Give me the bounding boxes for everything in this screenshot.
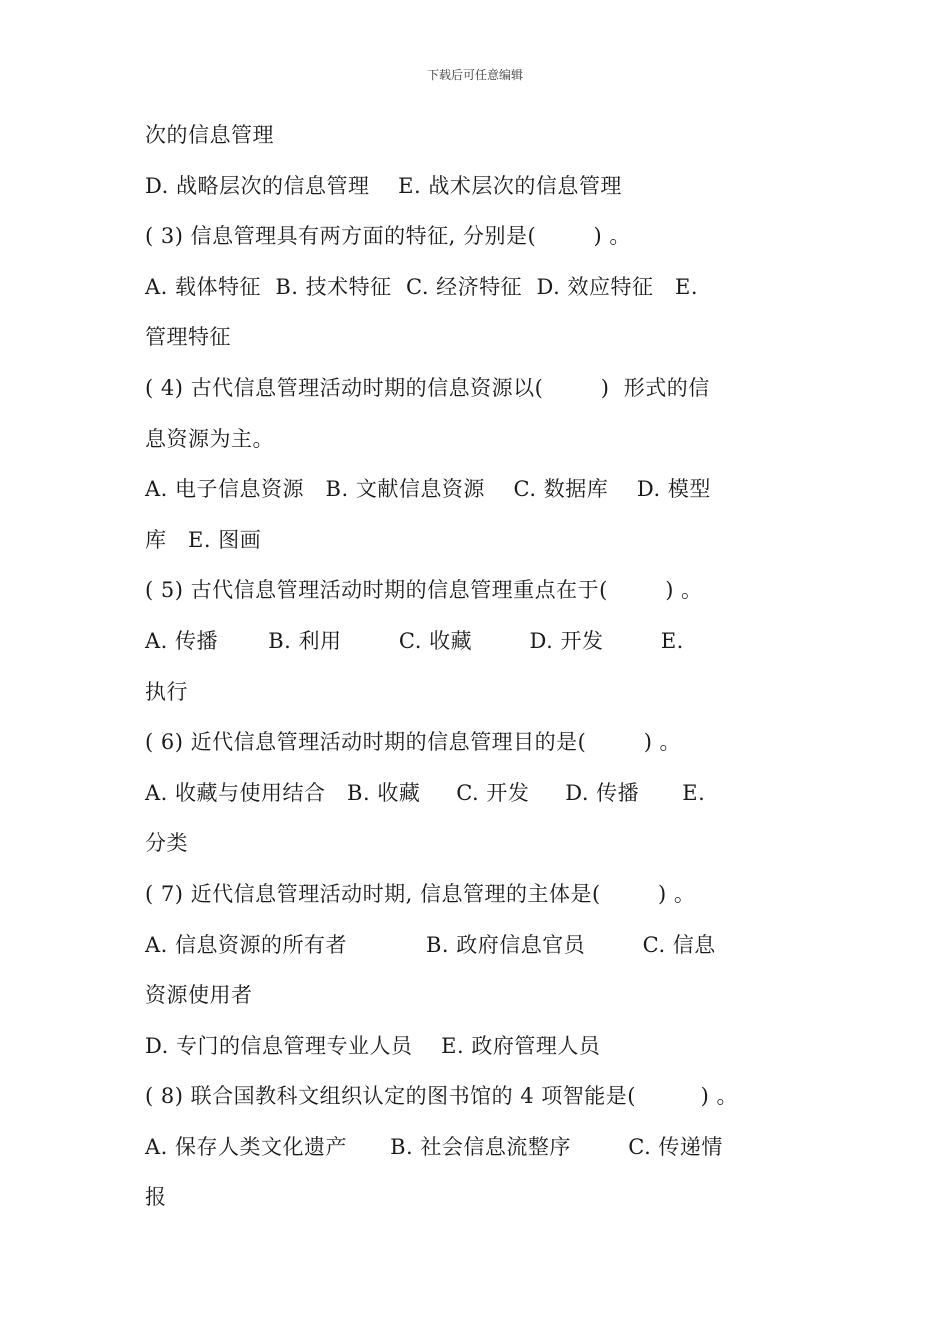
text-line: 管理特征 — [145, 325, 231, 350]
page-header: 下载后可任意编辑 — [426, 68, 523, 82]
text-line: 息资源为主。 — [145, 426, 274, 451]
question-line: ( 5) 古代信息管理活动时期的信息管理重点在于( ) 。 — [145, 578, 703, 603]
text-line: 资源使用者 — [145, 983, 253, 1008]
options-line: A. 传播 B. 利用 C. 收藏 D. 开发 E. — [145, 628, 684, 653]
options-line: A. 信息资源的所有者 B. 政府信息官员 C. 信息 — [145, 932, 716, 957]
text-line: 分类 — [145, 831, 188, 856]
text-line: 报 — [145, 1185, 167, 1210]
question-line: ( 8) 联合国教科文组织认定的图书馆的 4 项智能是( ) 。 — [145, 1084, 738, 1109]
options-line: A. 收藏与使用结合 B. 收藏 C. 开发 D. 传播 E. — [145, 780, 706, 805]
options-line: A. 载体特征 B. 技术特征 C. 经济特征 D. 效应特征 E. — [145, 274, 698, 299]
question-line: ( 4) 古代信息管理活动时期的信息资源以( ) 形式的信 — [145, 375, 710, 400]
question-line: ( 3) 信息管理具有两方面的特征, 分别是( ) 。 — [145, 224, 631, 249]
question-line: ( 7) 近代信息管理活动时期, 信息管理的主体是( ) 。 — [145, 881, 696, 906]
options-line: D. 专门的信息管理专业人员 E. 政府管理人员 — [145, 1033, 601, 1058]
text-line: 次的信息管理 — [145, 123, 274, 147]
options-line: A. 电子信息资源 B. 文献信息资源 C. 数据库 D. 模型 — [145, 477, 711, 502]
text-line: 库 E. 图画 — [145, 527, 262, 552]
document-body — [145, 110, 825, 1223]
text-line: 执行 — [145, 679, 188, 704]
text-line: D. 战略层次的信息管理 E. 战术层次的信息管理 — [145, 173, 622, 198]
question-line: ( 6) 近代信息管理活动时期的信息管理目的是( ) 。 — [145, 730, 682, 755]
options-line: A. 保存人类文化遗产 B. 社会信息流整序 C. 传递情 — [145, 1134, 723, 1159]
